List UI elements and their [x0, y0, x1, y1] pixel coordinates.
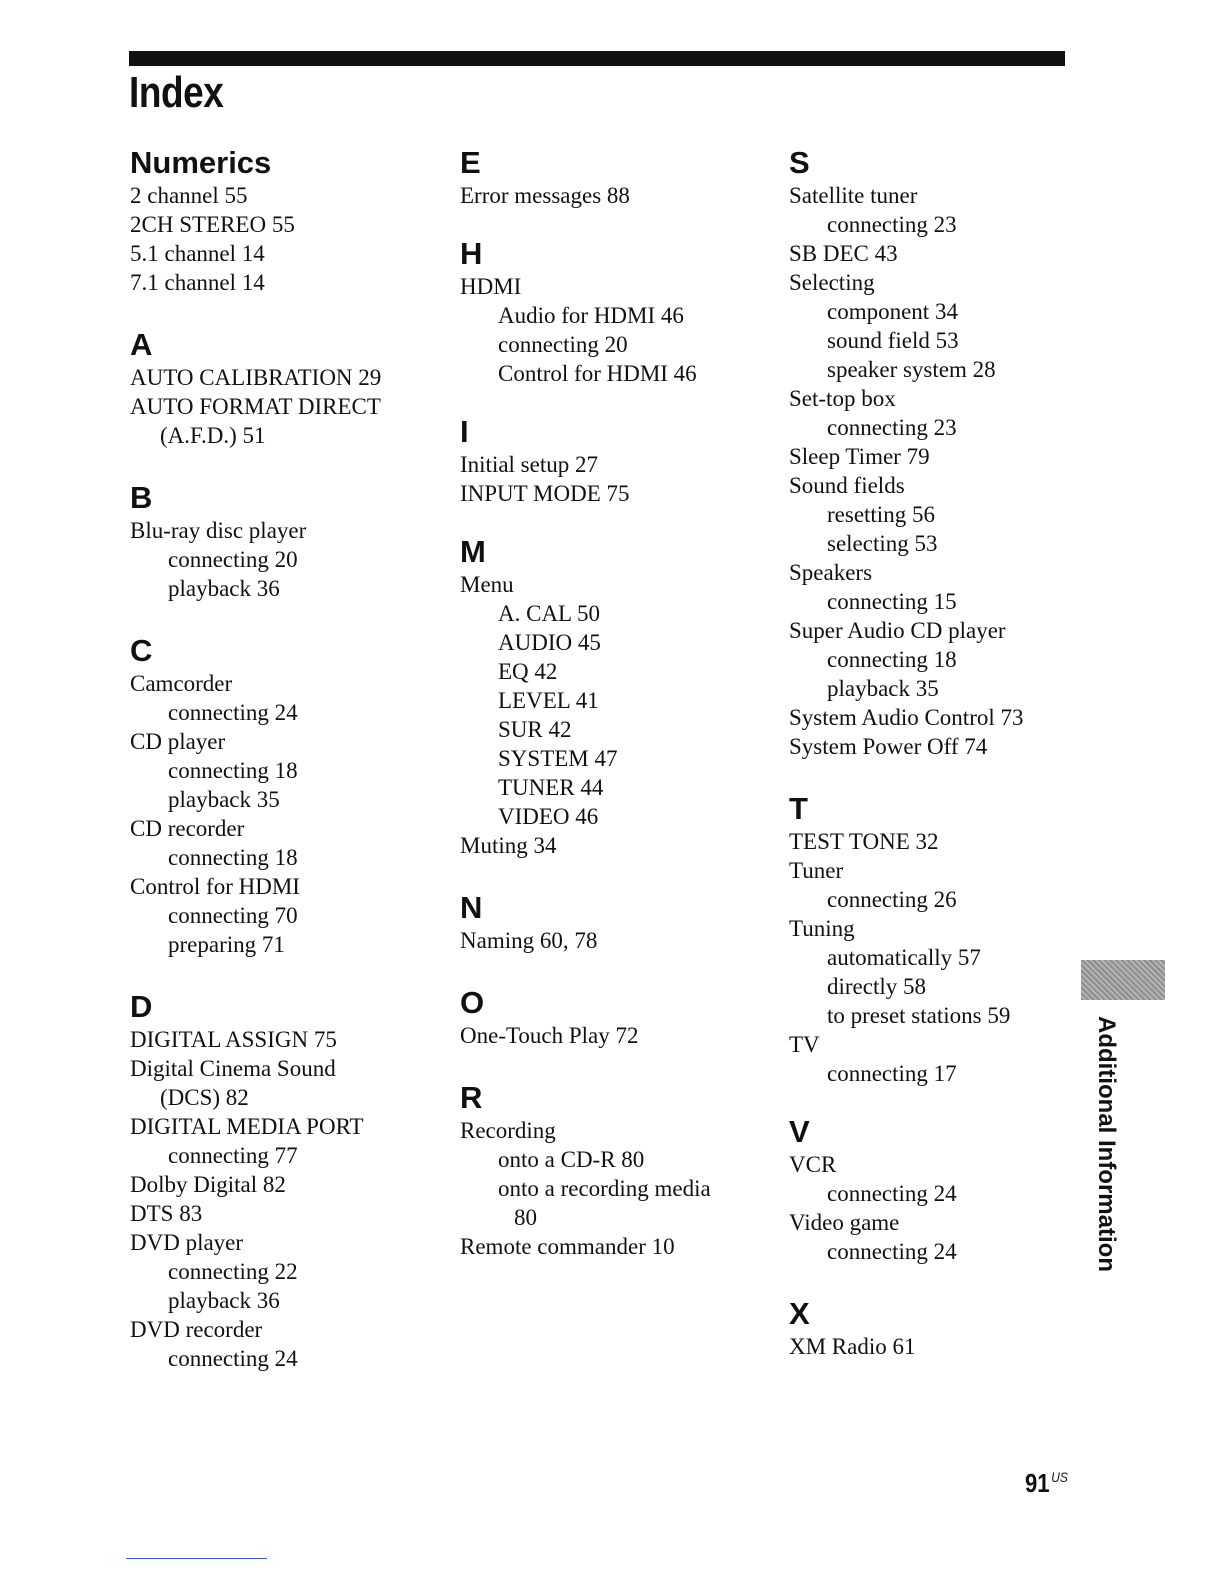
index-entry: AUTO FORMAT DIRECT [130, 394, 381, 419]
index-section [130, 990, 450, 1373]
index-entry: 5.1 channel 14 [130, 241, 265, 266]
index-section [460, 986, 780, 1050]
index-entry: Speakers [789, 560, 873, 585]
index-subentry: resetting 56 [827, 502, 935, 527]
section-spacer [460, 388, 780, 415]
index-subentry: Control for HDMI 46 [498, 361, 697, 386]
index-entry: VCR [789, 1152, 837, 1177]
index-subentry: connecting 24 [827, 1181, 957, 1206]
index-subentry: directly 58 [827, 974, 926, 999]
section-spacer [460, 210, 780, 237]
section-spacer [130, 603, 450, 634]
index-subentry: Audio for HDMI 46 [498, 303, 684, 328]
index-entry: DVD recorder [130, 1317, 263, 1342]
index-entry: Selecting [789, 270, 875, 295]
index-entry: Video game [789, 1210, 900, 1235]
index-section [789, 792, 1109, 1088]
index-subentry: speaker system 28 [827, 357, 996, 382]
index-subentry: connecting 15 [827, 589, 957, 614]
index-section [130, 146, 450, 297]
index-letter-heading: B [130, 480, 153, 515]
index-subentry: onto a CD-R 80 [498, 1147, 645, 1172]
index-subentry: connecting 22 [168, 1259, 298, 1284]
index-letter-heading: V [789, 1114, 810, 1149]
index-letter-heading: A [130, 327, 153, 362]
footer-link-underline [126, 1558, 267, 1559]
section-tab-label: Additional Information [1093, 1016, 1120, 1272]
index-section [460, 415, 780, 508]
index-subentry: connecting 24 [168, 1346, 298, 1371]
index-subentry: connecting 23 [827, 415, 957, 440]
index-letter-heading: E [460, 145, 481, 180]
index-letter-heading: I [460, 414, 469, 449]
index-section [460, 1081, 780, 1261]
index-subentry: connecting 24 [827, 1239, 957, 1264]
index-letter-heading: Numerics [130, 145, 272, 180]
index-entry: Muting 34 [460, 833, 557, 858]
index-subentry: preparing 71 [168, 932, 285, 957]
index-subentry: sound field 53 [827, 328, 959, 353]
section-spacer [130, 959, 450, 990]
index-entry: TV [789, 1032, 820, 1057]
index-letter-heading: T [789, 791, 808, 826]
index-entry: Recording [460, 1118, 556, 1143]
section-spacer [460, 508, 780, 535]
index-entry: DIGITAL ASSIGN 75 [130, 1027, 337, 1052]
index-column-3 [789, 146, 1109, 1361]
index-subentry: playback 36 [168, 1288, 280, 1313]
section-spacer [460, 860, 780, 891]
index-letter-heading: C [130, 633, 153, 668]
index-subentry: connecting 77 [168, 1143, 298, 1168]
section-spacer [460, 1050, 780, 1081]
index-entry: Sound fields [789, 473, 905, 498]
index-entry: INPUT MODE 75 [460, 481, 630, 506]
index-subentry: connecting 24 [168, 700, 298, 725]
page-number-suffix: US [1051, 1469, 1068, 1485]
index-entry: Error messages 88 [460, 183, 630, 208]
section-spacer [460, 955, 780, 986]
index-letter-heading: X [789, 1296, 810, 1331]
index-entry: (DCS) 82 [160, 1085, 249, 1110]
index-entry: System Audio Control 73 [789, 705, 1024, 730]
section-tab-marker [1081, 960, 1165, 1000]
index-subentry: connecting 18 [168, 758, 298, 783]
index-subentry: TUNER 44 [498, 775, 604, 800]
index-entry: Tuning [789, 916, 855, 941]
index-entry: Remote commander 10 [460, 1234, 675, 1259]
index-entry: Naming 60, 78 [460, 928, 598, 953]
index-entry: Sleep Timer 79 [789, 444, 930, 469]
index-section [789, 1297, 1109, 1361]
index-letter-heading: D [130, 989, 153, 1024]
section-spacer [789, 1088, 1109, 1115]
index-section [789, 146, 1109, 761]
index-letter-heading: O [460, 985, 485, 1020]
index-subentry: connecting 20 [498, 332, 628, 357]
index-entry: Satellite tuner [789, 183, 918, 208]
index-subentry: connecting 18 [827, 647, 957, 672]
index-subentry: selecting 53 [827, 531, 938, 556]
index-subentry: connecting 18 [168, 845, 298, 870]
index-letter-heading: M [460, 534, 486, 569]
index-section [460, 891, 780, 955]
index-entry: Super Audio CD player [789, 618, 1006, 643]
index-letter-heading: R [460, 1080, 483, 1115]
index-entry: DVD player [130, 1230, 244, 1255]
index-subentry: to preset stations 59 [827, 1003, 1011, 1028]
index-subentry: VIDEO 46 [498, 804, 599, 829]
index-entry: CD recorder [130, 816, 245, 841]
index-entry: System Power Off 74 [789, 734, 988, 759]
index-subentry: connecting 17 [827, 1061, 957, 1086]
index-entry: Initial setup 27 [460, 452, 598, 477]
index-subentry: A. CAL 50 [498, 601, 601, 626]
section-spacer [130, 450, 450, 481]
index-entry: TEST TONE 32 [789, 829, 939, 854]
index-letter-heading: N [460, 890, 483, 925]
index-entry: Dolby Digital 82 [130, 1172, 286, 1197]
index-subentry: LEVEL 41 [498, 688, 599, 713]
index-entry: 2 channel 55 [130, 183, 248, 208]
index-entry: DIGITAL MEDIA PORT [130, 1114, 364, 1139]
index-entry: (A.F.D.) 51 [160, 423, 266, 448]
index-entry: One-Touch Play 72 [460, 1023, 639, 1048]
index-section [130, 634, 450, 959]
index-entry: Set-top box [789, 386, 896, 411]
index-section [460, 535, 780, 860]
index-subentry: playback 36 [168, 576, 280, 601]
index-subentry: connecting 20 [168, 547, 298, 572]
section-spacer [130, 297, 450, 328]
page-number-value: 91 [1025, 1468, 1050, 1498]
index-letter-heading: S [789, 145, 810, 180]
index-column-2 [460, 146, 780, 1261]
top-rule [129, 51, 1065, 66]
index-entry: Tuner [789, 858, 844, 883]
index-subentry: component 34 [827, 299, 958, 324]
index-entry: AUTO CALIBRATION 29 [130, 365, 382, 390]
index-entry: HDMI [460, 274, 522, 299]
index-subentry: playback 35 [168, 787, 280, 812]
index-entry: Digital Cinema Sound [130, 1056, 336, 1081]
index-entry: DTS 83 [130, 1201, 203, 1226]
index-entry: 7.1 channel 14 [130, 270, 265, 295]
index-entry: SB DEC 43 [789, 241, 898, 266]
index-letter-heading: H [460, 236, 483, 271]
index-section [130, 328, 450, 450]
section-spacer [789, 1266, 1109, 1297]
index-subentry: onto a recording media [498, 1176, 711, 1201]
index-entry: XM Radio 61 [789, 1334, 916, 1359]
index-subentry: EQ 42 [498, 659, 558, 684]
index-entry: 2CH STEREO 55 [130, 212, 295, 237]
index-section [130, 481, 450, 603]
index-subentry: SUR 42 [498, 717, 572, 742]
index-entry: Camcorder [130, 671, 233, 696]
index-entry: CD player [130, 729, 226, 754]
index-subentry: SYSTEM 47 [498, 746, 618, 771]
index-column-1 [130, 146, 450, 1373]
index-subentry: connecting 26 [827, 887, 957, 912]
index-subentry: connecting 70 [168, 903, 298, 928]
index-subentry: automatically 57 [827, 945, 981, 970]
index-subentry: connecting 23 [827, 212, 957, 237]
index-subentry: playback 35 [827, 676, 939, 701]
index-section [460, 237, 780, 388]
index-entry: Control for HDMI [130, 874, 300, 899]
index-entry: Menu [460, 572, 514, 597]
index-section [460, 146, 780, 210]
section-spacer [789, 761, 1109, 792]
index-entry: 80 [514, 1205, 537, 1230]
page-title: Index [129, 68, 224, 117]
page-number [1025, 1468, 1068, 1499]
index-subentry: AUDIO 45 [498, 630, 601, 655]
index-section [789, 1115, 1109, 1266]
index-entry: Blu-ray disc player [130, 518, 307, 543]
